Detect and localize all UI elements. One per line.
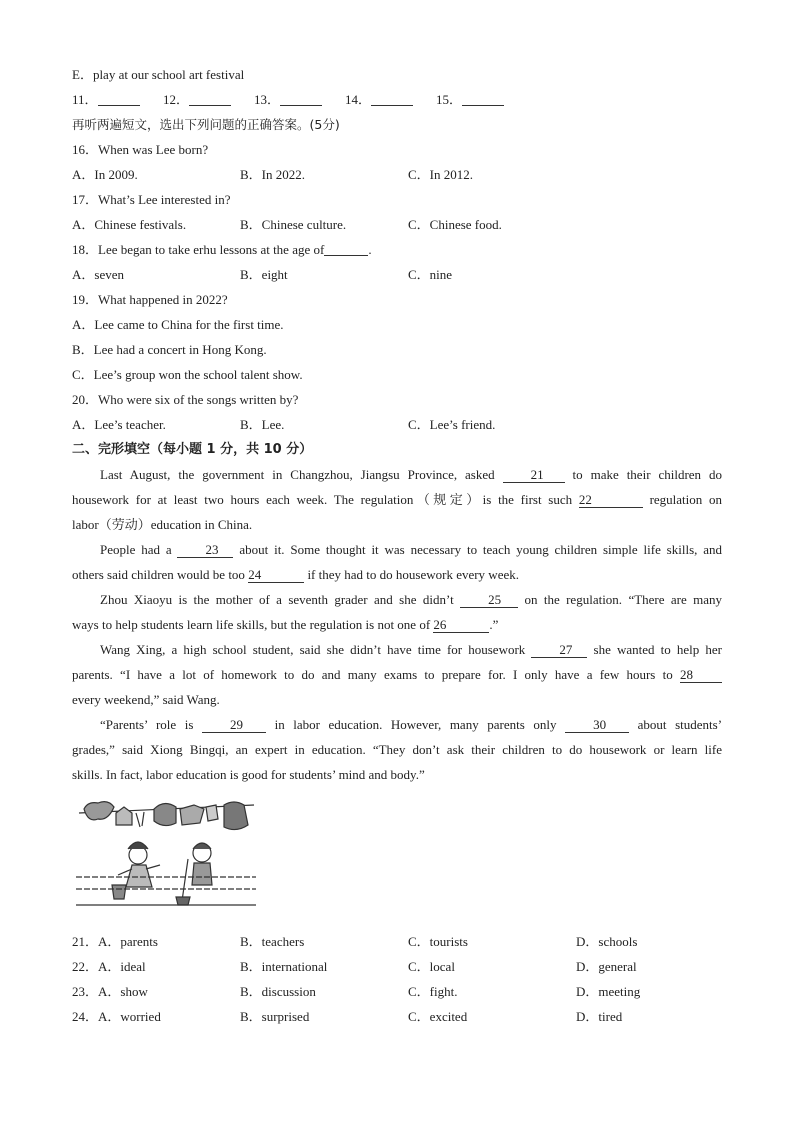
passage-text: “Parents’ role is bbox=[100, 717, 194, 732]
passage-line: grades,” said Xiong Bingqi, an expert in education. “They don’t ask their children to do housework or learn life bbox=[72, 742, 722, 757]
blank-30[interactable]: 30 bbox=[565, 718, 629, 733]
match-number: 12． bbox=[163, 92, 190, 107]
passage-line bbox=[72, 587, 722, 612]
answer-blank[interactable] bbox=[280, 91, 322, 106]
option-c[interactable]: C．In 2012. bbox=[408, 167, 474, 182]
stem-end: . bbox=[368, 242, 372, 257]
match-number: 11． bbox=[72, 92, 98, 107]
blank-27[interactable]: 27 bbox=[531, 643, 587, 658]
passage-text: she wanted to help her bbox=[593, 642, 723, 657]
option-d[interactable]: D．schools bbox=[576, 934, 638, 949]
option-b[interactable]: B．surprised bbox=[240, 1009, 310, 1024]
answer-blank[interactable] bbox=[462, 91, 504, 106]
match-number: 15． bbox=[436, 92, 463, 107]
blank-24[interactable]: 24 bbox=[248, 568, 304, 583]
answer-row-23 bbox=[72, 979, 722, 1004]
match-14 bbox=[345, 87, 413, 112]
passage-line bbox=[72, 612, 722, 637]
boy-hair bbox=[193, 843, 211, 849]
question-19: 19．What happened in 2022? bbox=[72, 292, 228, 307]
passage-text: .” bbox=[489, 617, 499, 632]
boy-shirt bbox=[192, 863, 212, 885]
option-b[interactable]: B．Lee. bbox=[240, 417, 285, 432]
option-c[interactable]: C．tourists bbox=[408, 934, 468, 949]
option-c[interactable]: C．Lee’s friend. bbox=[408, 417, 496, 432]
options-16 bbox=[72, 162, 722, 187]
passage-text: Wang Xing, a high school student, said she didn’t have time for housework bbox=[100, 642, 526, 657]
bucket bbox=[112, 885, 126, 899]
passage-text: about it. Some thought it was necessary to teach young children simple life skills, and bbox=[239, 542, 723, 557]
option-b[interactable]: B．international bbox=[240, 959, 328, 974]
exam-page bbox=[72, 62, 722, 787]
passage-text: on the regulation. “There are many bbox=[524, 592, 723, 607]
answer-blank[interactable] bbox=[189, 91, 231, 106]
option-a[interactable]: A．In 2009. bbox=[72, 167, 138, 182]
option-a[interactable]: 22．A．ideal bbox=[72, 959, 146, 974]
match-number: 13． bbox=[254, 92, 281, 107]
answer-row-21 bbox=[72, 929, 722, 954]
option-d[interactable]: D．meeting bbox=[576, 984, 641, 999]
option-a[interactable]: A．Lee came to China for the first time. bbox=[72, 317, 284, 332]
passage-line bbox=[72, 637, 722, 662]
passage-text: Zhou Xiaoyu is the mother of a seventh grader and she didn’t bbox=[100, 592, 454, 607]
options-20 bbox=[72, 412, 722, 437]
question-16: 16．When was Lee born? bbox=[72, 142, 209, 157]
option-b[interactable]: B．Lee had a concert in Hong Kong. bbox=[72, 342, 267, 357]
answer-row-22 bbox=[72, 954, 722, 979]
mop-head bbox=[176, 897, 190, 905]
option-a[interactable]: 23．A．show bbox=[72, 984, 148, 999]
answer-blank[interactable] bbox=[324, 241, 368, 256]
listen-instruction: 再听两遍短文，选出下列问题的正确答案。(5分) bbox=[72, 117, 340, 132]
passage-text: housework for at least two hours each week. The regulation（规定）is the first such bbox=[72, 492, 573, 507]
answer-blank[interactable] bbox=[371, 91, 413, 106]
passage-text: about students’ bbox=[637, 717, 723, 732]
hanging-jacket bbox=[224, 802, 248, 830]
passage-line: every weekend,” said Wang. bbox=[72, 692, 220, 707]
passage-line bbox=[72, 487, 722, 512]
option-b[interactable]: B．discussion bbox=[240, 984, 316, 999]
option-b[interactable]: B．eight bbox=[240, 267, 288, 282]
match-12 bbox=[163, 87, 231, 112]
passage-text: regulation on bbox=[649, 492, 722, 507]
option-b[interactable]: B．In 2022. bbox=[240, 167, 306, 182]
matching-answer-row bbox=[72, 87, 722, 112]
options-17 bbox=[72, 212, 722, 237]
option-d[interactable]: D．general bbox=[576, 959, 637, 974]
hanging-sweater bbox=[154, 803, 176, 825]
girl-hair bbox=[128, 842, 148, 849]
option-b[interactable]: B．Chinese culture. bbox=[240, 217, 347, 232]
hanging-shirt bbox=[84, 802, 114, 820]
match-number: 14． bbox=[345, 92, 372, 107]
blank-26[interactable]: 26 bbox=[433, 618, 489, 633]
answer-row-24 bbox=[72, 1004, 722, 1029]
option-c[interactable]: C．fight. bbox=[408, 984, 458, 999]
passage-line bbox=[72, 562, 722, 587]
passage-text: to make their children do bbox=[572, 467, 723, 482]
option-c[interactable]: C．local bbox=[408, 959, 455, 974]
passage-text: Last August, the government in Changzhou, Jiangsu Province, asked bbox=[100, 467, 495, 482]
answer-blank[interactable] bbox=[98, 91, 140, 106]
question-18 bbox=[72, 237, 722, 262]
passage-text: in labor education. However, many parents only bbox=[274, 717, 557, 732]
option-a[interactable]: 24．A．worried bbox=[72, 1009, 161, 1024]
passage-text: parents. “I have a lot of homework to do and many exams to prepare for. I only have a few hours to bbox=[72, 667, 673, 682]
passage-line: skills. In fact, labor education is good for students’ mind and body.” bbox=[72, 767, 425, 782]
option-c[interactable]: C．Lee’s group won the school talent show. bbox=[72, 367, 303, 382]
option-b[interactable]: B．teachers bbox=[240, 934, 305, 949]
option-d[interactable]: D．tired bbox=[576, 1009, 623, 1024]
passage-text: others said children would be too bbox=[72, 567, 245, 582]
section-heading: 二、完形填空（每小题 1 分，共 10 分） bbox=[72, 442, 313, 457]
mop-handle bbox=[182, 859, 188, 901]
option-a[interactable]: A．Lee’s teacher. bbox=[72, 417, 166, 432]
option-a[interactable]: A．seven bbox=[72, 267, 124, 282]
hanging-cloth bbox=[206, 805, 218, 821]
passage-text: People had a bbox=[100, 542, 172, 557]
question-20: 20．Who were six of the songs written by? bbox=[72, 392, 299, 407]
options-18 bbox=[72, 262, 722, 287]
blank-28[interactable]: 28 bbox=[680, 668, 722, 683]
option-a[interactable]: 21．A．parents bbox=[72, 934, 158, 949]
option-c[interactable]: C．excited bbox=[408, 1009, 468, 1024]
option-c[interactable]: C．Chinese food. bbox=[408, 217, 502, 232]
answer-options bbox=[72, 929, 722, 1029]
match-15 bbox=[436, 87, 504, 112]
blank-22[interactable]: 22 bbox=[579, 493, 643, 508]
passage-line bbox=[72, 662, 722, 687]
option-a[interactable]: A．Chinese festivals. bbox=[72, 217, 187, 232]
children-doing-housework-illustration bbox=[76, 793, 256, 913]
blank-29[interactable]: 29 bbox=[202, 718, 266, 733]
option-c[interactable]: C．nine bbox=[408, 267, 453, 282]
passage-line bbox=[72, 537, 722, 562]
hanging-dress bbox=[180, 805, 204, 825]
passage-text: if they had to do housework every week. bbox=[307, 567, 519, 582]
passage-line: labor（劳动）education in China. bbox=[72, 517, 253, 532]
hanging-socks bbox=[136, 812, 144, 827]
question-18-stem: 18．Lee began to take erhu lessons at the age of bbox=[72, 242, 325, 257]
match-11 bbox=[72, 87, 140, 112]
match-13 bbox=[254, 87, 322, 112]
blank-21[interactable]: 21 bbox=[503, 468, 565, 483]
passage-line bbox=[72, 462, 722, 487]
passage-text: ways to help students learn life skills, but the regulation is not one of bbox=[72, 617, 431, 632]
blank-25[interactable]: 25 bbox=[460, 593, 518, 608]
hanging-towel bbox=[116, 807, 132, 825]
option-e-text: E．play at our school art festival bbox=[72, 67, 245, 82]
option-e bbox=[72, 62, 722, 87]
blank-23[interactable]: 23 bbox=[177, 543, 233, 558]
question-17: 17．What’s Lee interested in? bbox=[72, 192, 231, 207]
passage-line bbox=[72, 712, 722, 737]
